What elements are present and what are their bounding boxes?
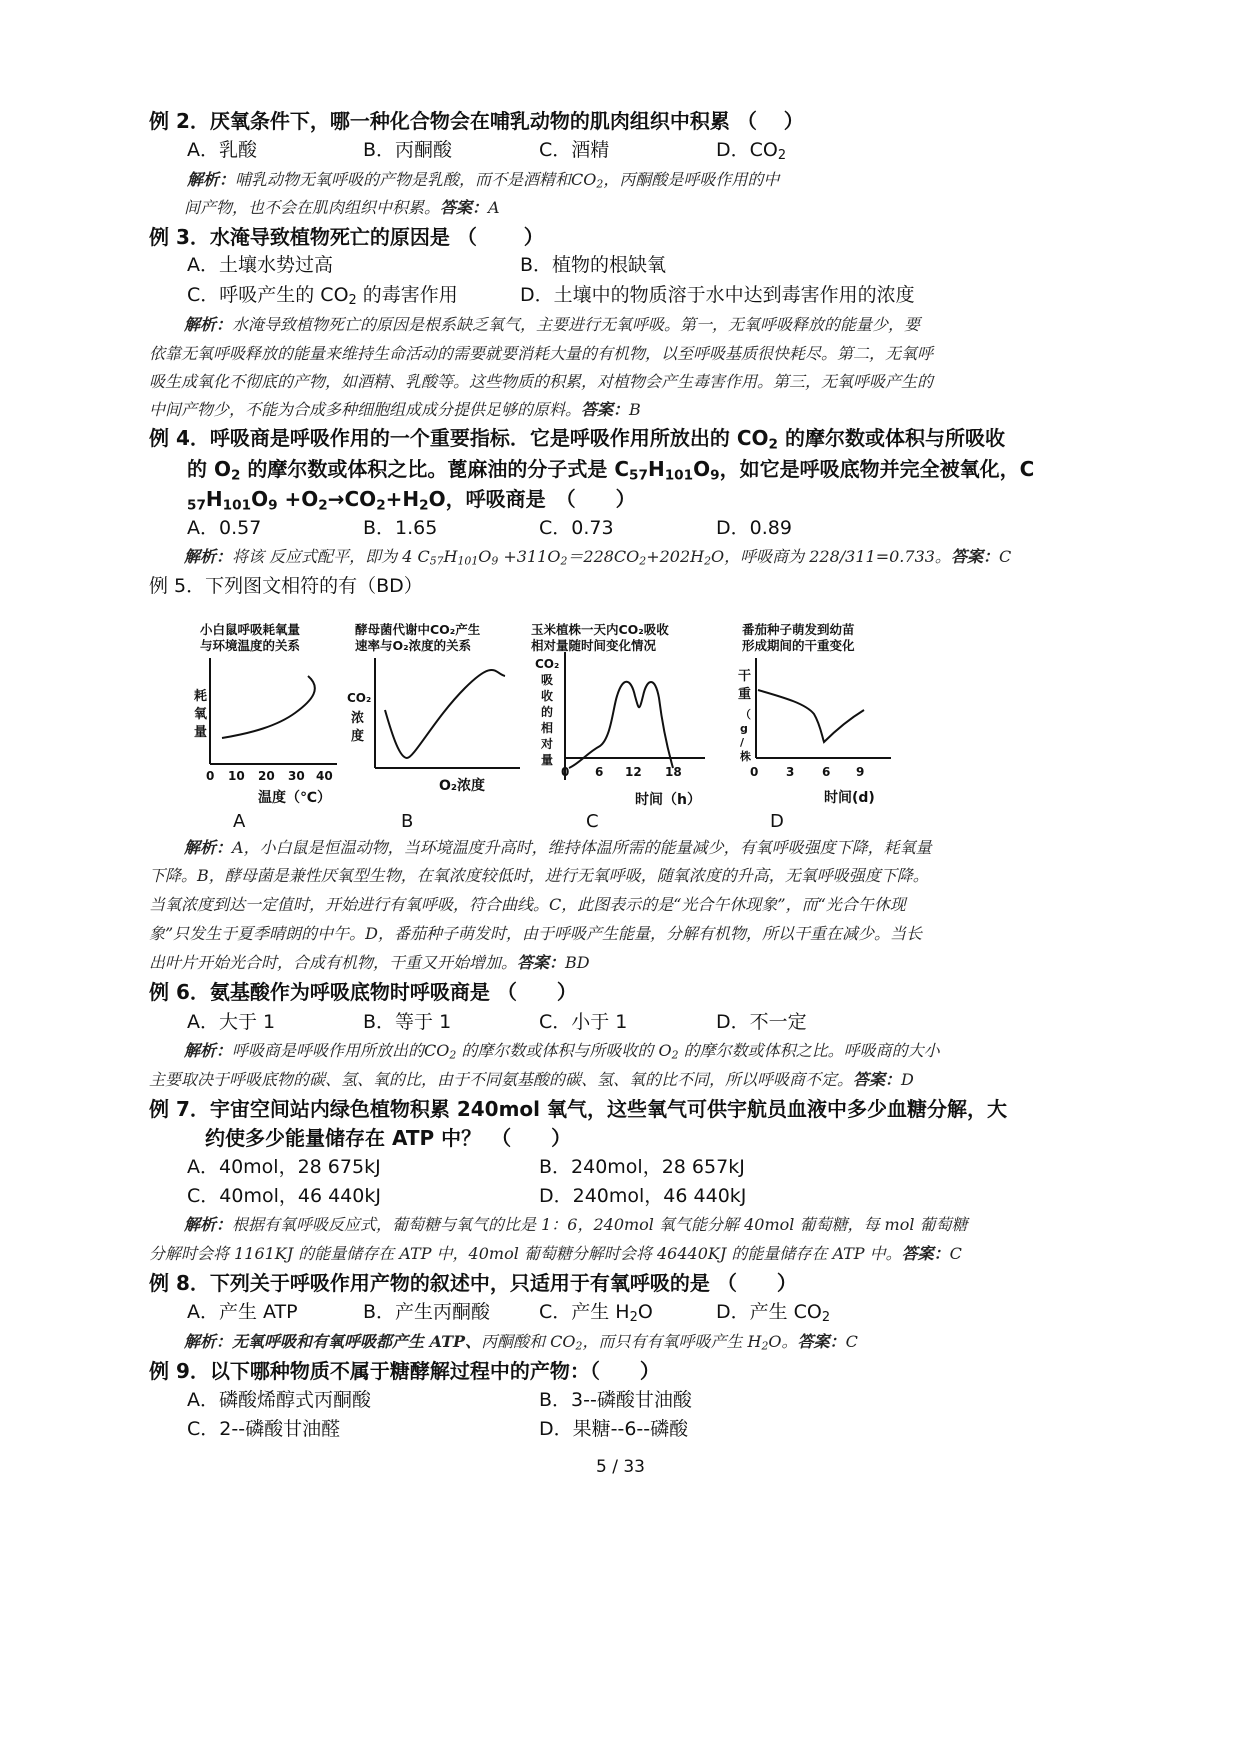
question-2: 例 2．厌氧条件下，哪一种化合物会在哺乳动物的肌肉组织中积累 （ ） <box>149 109 804 133</box>
analysis-6-line2: 主要取决于呼吸底物的碳、氢、氧的比，由于不同氨基酸的碳、氢、氧的比不同，所以呼吸商不定。答案：D <box>149 1070 914 1089</box>
question-6: 例 6．氨基酸作为呼吸底物时呼吸商是 （ ） <box>149 980 577 1004</box>
option-4b: B．1.65 <box>363 517 438 539</box>
figure-b-title: 酵母菌代谢中CO₂产生 <box>355 622 481 637</box>
figure-c-ylabel-5: 对 <box>541 737 554 751</box>
figure-b-letter: B <box>401 811 414 832</box>
figure-b-chart <box>345 618 525 808</box>
figure-d-tick-6: 6 <box>822 765 831 779</box>
analysis-5-line2: 下降。B，酵母菌是兼性厌氧型生物，在氧浓度较低时，进行无氧呼吸，随氧浓度的升高，无氧呼吸强度下降。 <box>149 866 929 885</box>
figure-a-subtitle: 与环境温度的关系 <box>200 638 301 653</box>
figure-a-xlabel: 温度（℃） <box>258 790 331 806</box>
analysis-5-line5: 出叶片开始光合时，合成有机物，干重又开始增加。答案：BD <box>149 953 590 972</box>
figure-a-ylabel-2: 氧 <box>194 707 208 722</box>
option-4c: C．0.73 <box>539 517 614 539</box>
figure-c-tick-12: 12 <box>625 765 642 779</box>
option-2d: D．$CO_2$ <box>716 139 787 164</box>
figure-b-xlabel: O₂浓度 <box>439 778 486 794</box>
option-3c: C．呼吸产生的 $CO_2$ 的毒害作用 <box>187 284 458 309</box>
figure-d-tick-3: 3 <box>786 765 795 779</box>
figure-d-tick-0: 0 <box>750 765 759 779</box>
figure-c-letter: C <box>586 811 599 832</box>
figure-b-ylabel-co2: CO₂ <box>347 691 372 705</box>
option-3b: B．植物的根缺氧 <box>520 254 667 276</box>
analysis-7-line1: 解析：根据有氧呼吸反应式，葡萄糖与氧气的比是 1：6，240mol 氧气能分解 40mol 葡萄糖，每 mol 葡萄糖 <box>184 1215 968 1234</box>
option-8a: A．产生 ATP <box>187 1301 298 1323</box>
option-7d: D．240mol，46 440kJ <box>539 1185 747 1207</box>
figure-d-yunit-3: / <box>740 736 745 749</box>
option-2a: A．乳酸 <box>187 139 257 161</box>
figure-c-ylabel-6: 量 <box>541 753 554 767</box>
figure-a-chart <box>192 618 352 808</box>
figure-d-yunit-2: g <box>740 722 748 735</box>
figure-c-title: 玉米植株一天内CO₂吸收 <box>531 622 669 637</box>
analysis-2-line1: 解析：哺乳动物无氧呼吸的产物是乳酸，而不是酒精和$CO_2$，丙酮酸是呼吸作用的中 <box>187 170 780 191</box>
option-3a: A．土壤水势过高 <box>187 254 333 276</box>
figure-c-tick-18: 18 <box>665 765 682 779</box>
question-7-line1: 例 7．宇宙空间站内绿色植物积累 240mol 氧气，这些氧气可供宇航员血液中多少血糖分解，大 <box>149 1097 1007 1121</box>
option-2b: B．丙酮酸 <box>363 139 453 161</box>
option-8c: C．产生 $H_2O$ <box>539 1301 653 1326</box>
analysis-7-line2: 分解时会将 1161KJ 的能量储存在 ATP 中，40mol 葡萄糖分解时会将 46440KJ 的能量储存在 ATP 中。答案：C <box>149 1244 962 1263</box>
figure-c-tick-0: 0 <box>561 765 570 779</box>
option-3d: D．土壤中的物质溶于水中达到毒害作用的浓度 <box>520 284 915 306</box>
analysis-3-line2: 依靠无氧呼吸释放的能量来维持生命活动的需要就要消耗大量的有机物，以至呼吸基质很快耗尽。第二，无氧呼 <box>149 344 934 363</box>
figure-a-tick-40: 40 <box>316 769 333 783</box>
option-8b: B．产生丙酮酸 <box>363 1301 491 1323</box>
analysis-3-line1: 解析：水淹导致植物死亡的原因是根系缺乏氧气，主要进行无氧呼吸。第一，无氧呼吸释放的能量少，要 <box>184 315 921 334</box>
figure-d-yunit-4: 株 <box>740 750 751 763</box>
figure-c-tick-6: 6 <box>595 765 604 779</box>
option-6c: C．小于 1 <box>539 1011 628 1033</box>
option-9d: D．果糖--6--磷酸 <box>539 1418 689 1440</box>
figure-d-curve <box>758 690 864 742</box>
option-7c: C．40mol，46 440kJ <box>187 1185 381 1207</box>
option-4d: D．0.89 <box>716 517 792 539</box>
question-7-line2: 约使多少能量储存在 ATP 中？ （ ） <box>205 1126 572 1150</box>
figure-c-chart <box>525 618 725 808</box>
figure-a-tick-0: 0 <box>206 769 215 783</box>
analysis-5-line1: 解析：A，小白鼠是恒温动物，当环境温度升高时，维持体温所需的能量减少，有氧呼吸强度下降，耗氧量 <box>184 838 932 857</box>
figure-d-yunit-1: （ <box>740 708 751 721</box>
analysis-3-line4: 中间产物少，不能为合成多种细胞组成成分提供足够的原料。答案：B <box>149 400 641 419</box>
figure-d-chart <box>736 618 906 808</box>
analysis-4: 解析：将该 反应式配平，即为 4 $C_{57}H_{101}O_9 +311O_2=228CO_2+202H_2O$，呼吸商为 228/311=0.733。答案：C <box>184 547 1012 568</box>
option-9c: C．2--磷酸甘油醛 <box>187 1418 341 1440</box>
figure-a-letter: A <box>233 811 246 832</box>
question-5: 例 5．下列图文相符的有（BD） <box>149 575 423 597</box>
figure-d-ylabel-1: 干 <box>738 669 752 684</box>
figure-c-ylabel-2: 收 <box>541 689 554 703</box>
figure-c-ylabel-3: 的 <box>541 705 554 719</box>
figure-b-subtitle: 速率与O₂浓度的关系 <box>355 638 472 653</box>
option-6d: D．不一定 <box>716 1011 807 1033</box>
page-number: 5 / 33 <box>596 1457 645 1477</box>
analysis-5-line3: 当氧浓度到达一定值时，开始进行有氧呼吸，符合曲线。C，此图表示的是“光合午休现象”，而“光合午休现 <box>149 895 906 914</box>
figure-c-xlabel: 时间（h） <box>635 792 701 808</box>
analysis-8: 解析：无氧呼吸和有氧呼吸都产生 ATP、丙酮酸和 $CO_2$，而只有有氧呼吸产生 $H_2O$。答案：C <box>184 1332 858 1353</box>
figure-a-ylabel-1: 耗 <box>194 689 208 704</box>
question-3: 例 3．水淹导致植物死亡的原因是 （ ） <box>149 225 544 249</box>
question-4-line3: $_{57}H_{101}O_9 +O_2\to CO_2+H_2O$，呼吸商是 （ ） <box>187 487 636 514</box>
figure-a-tick-30: 30 <box>288 769 305 783</box>
question-4-line1: 例 4．呼吸商是呼吸作用的一个重要指标．它是呼吸作用所放出的 $CO_2$ 的摩尔数或体积与所吸收 <box>149 426 1005 453</box>
figure-c-ylabel-co2: CO₂ <box>535 657 560 671</box>
figure-a-title: 小白鼠呼吸耗氧量 <box>200 622 301 637</box>
option-7a: A．40mol，28 675kJ <box>187 1156 381 1178</box>
figure-b-ylabel-2: 度 <box>351 729 365 744</box>
figure-c-curve <box>569 682 673 768</box>
figure-d-ylabel-2: 重 <box>738 687 752 702</box>
option-6b: B．等于 1 <box>363 1011 452 1033</box>
figure-c-subtitle: 相对量随时间变化情况 <box>531 638 657 653</box>
figure-d-subtitle: 形成期间的干重变化 <box>742 638 855 653</box>
figure-d-title: 番茄种子萌发到幼苗 <box>742 622 855 637</box>
figure-d-tick-9: 9 <box>856 765 865 779</box>
option-9a: A．磷酸烯醇式丙酮酸 <box>187 1389 371 1411</box>
figure-b-ylabel-1: 浓 <box>351 711 365 726</box>
question-4-line2: 的 $O_2$ 的摩尔数或体积之比。蓖麻油的分子式是 $C_{57}H_{101}O_9$，如它是呼吸底物并完全被氧化，C <box>187 457 1035 484</box>
option-4a: A．0.57 <box>187 517 262 539</box>
figure-c-ylabel-4: 相 <box>541 721 554 735</box>
question-9: 例 9．以下哪种物质不属于糖酵解过程中的产物：（ ） <box>149 1359 660 1383</box>
figure-a-tick-10: 10 <box>228 769 245 783</box>
figure-a-curve <box>222 676 315 738</box>
figure-d-letter: D <box>770 811 784 832</box>
figure-d-xlabel: 时间(d) <box>824 790 875 806</box>
option-9b: B．3--磷酸甘油酸 <box>539 1389 692 1411</box>
figure-a-ylabel-3: 量 <box>194 725 208 740</box>
analysis-6-line1: 解析：呼吸商是呼吸作用所放出的$CO_2$ 的摩尔数或体积与所吸收的 $O_2$ 的摩尔数或体积之比。呼吸商的大小 <box>184 1041 940 1062</box>
figure-c-ylabel-1: 吸 <box>541 673 554 687</box>
analysis-3-line3: 吸生成氧化不彻底的产物，如酒精、乳酸等。这些物质的积累，对植物会产生毒害作用。第三，无氧呼吸产生的 <box>149 372 934 391</box>
option-2c: C．酒精 <box>539 139 610 161</box>
option-6a: A．大于 1 <box>187 1011 276 1033</box>
question-8: 例 8．下列关于呼吸作用产物的叙述中，只适用于有氧呼吸的是 （ ） <box>149 1271 797 1295</box>
analysis-5-line4: 象”只发生于夏季晴朗的中午。D，番茄种子萌发时，由于呼吸产生能量，分解有机物，所以干重在减少。当长 <box>149 924 923 943</box>
figure-a-tick-20: 20 <box>258 769 275 783</box>
option-7b: B．240mol，28 657kJ <box>539 1156 745 1178</box>
analysis-2-line2: 间产物，也不会在肌肉组织中积累。答案：A <box>184 198 500 217</box>
figure-b-curve <box>385 670 505 758</box>
option-8d: D．产生 $CO_2$ <box>716 1301 831 1326</box>
